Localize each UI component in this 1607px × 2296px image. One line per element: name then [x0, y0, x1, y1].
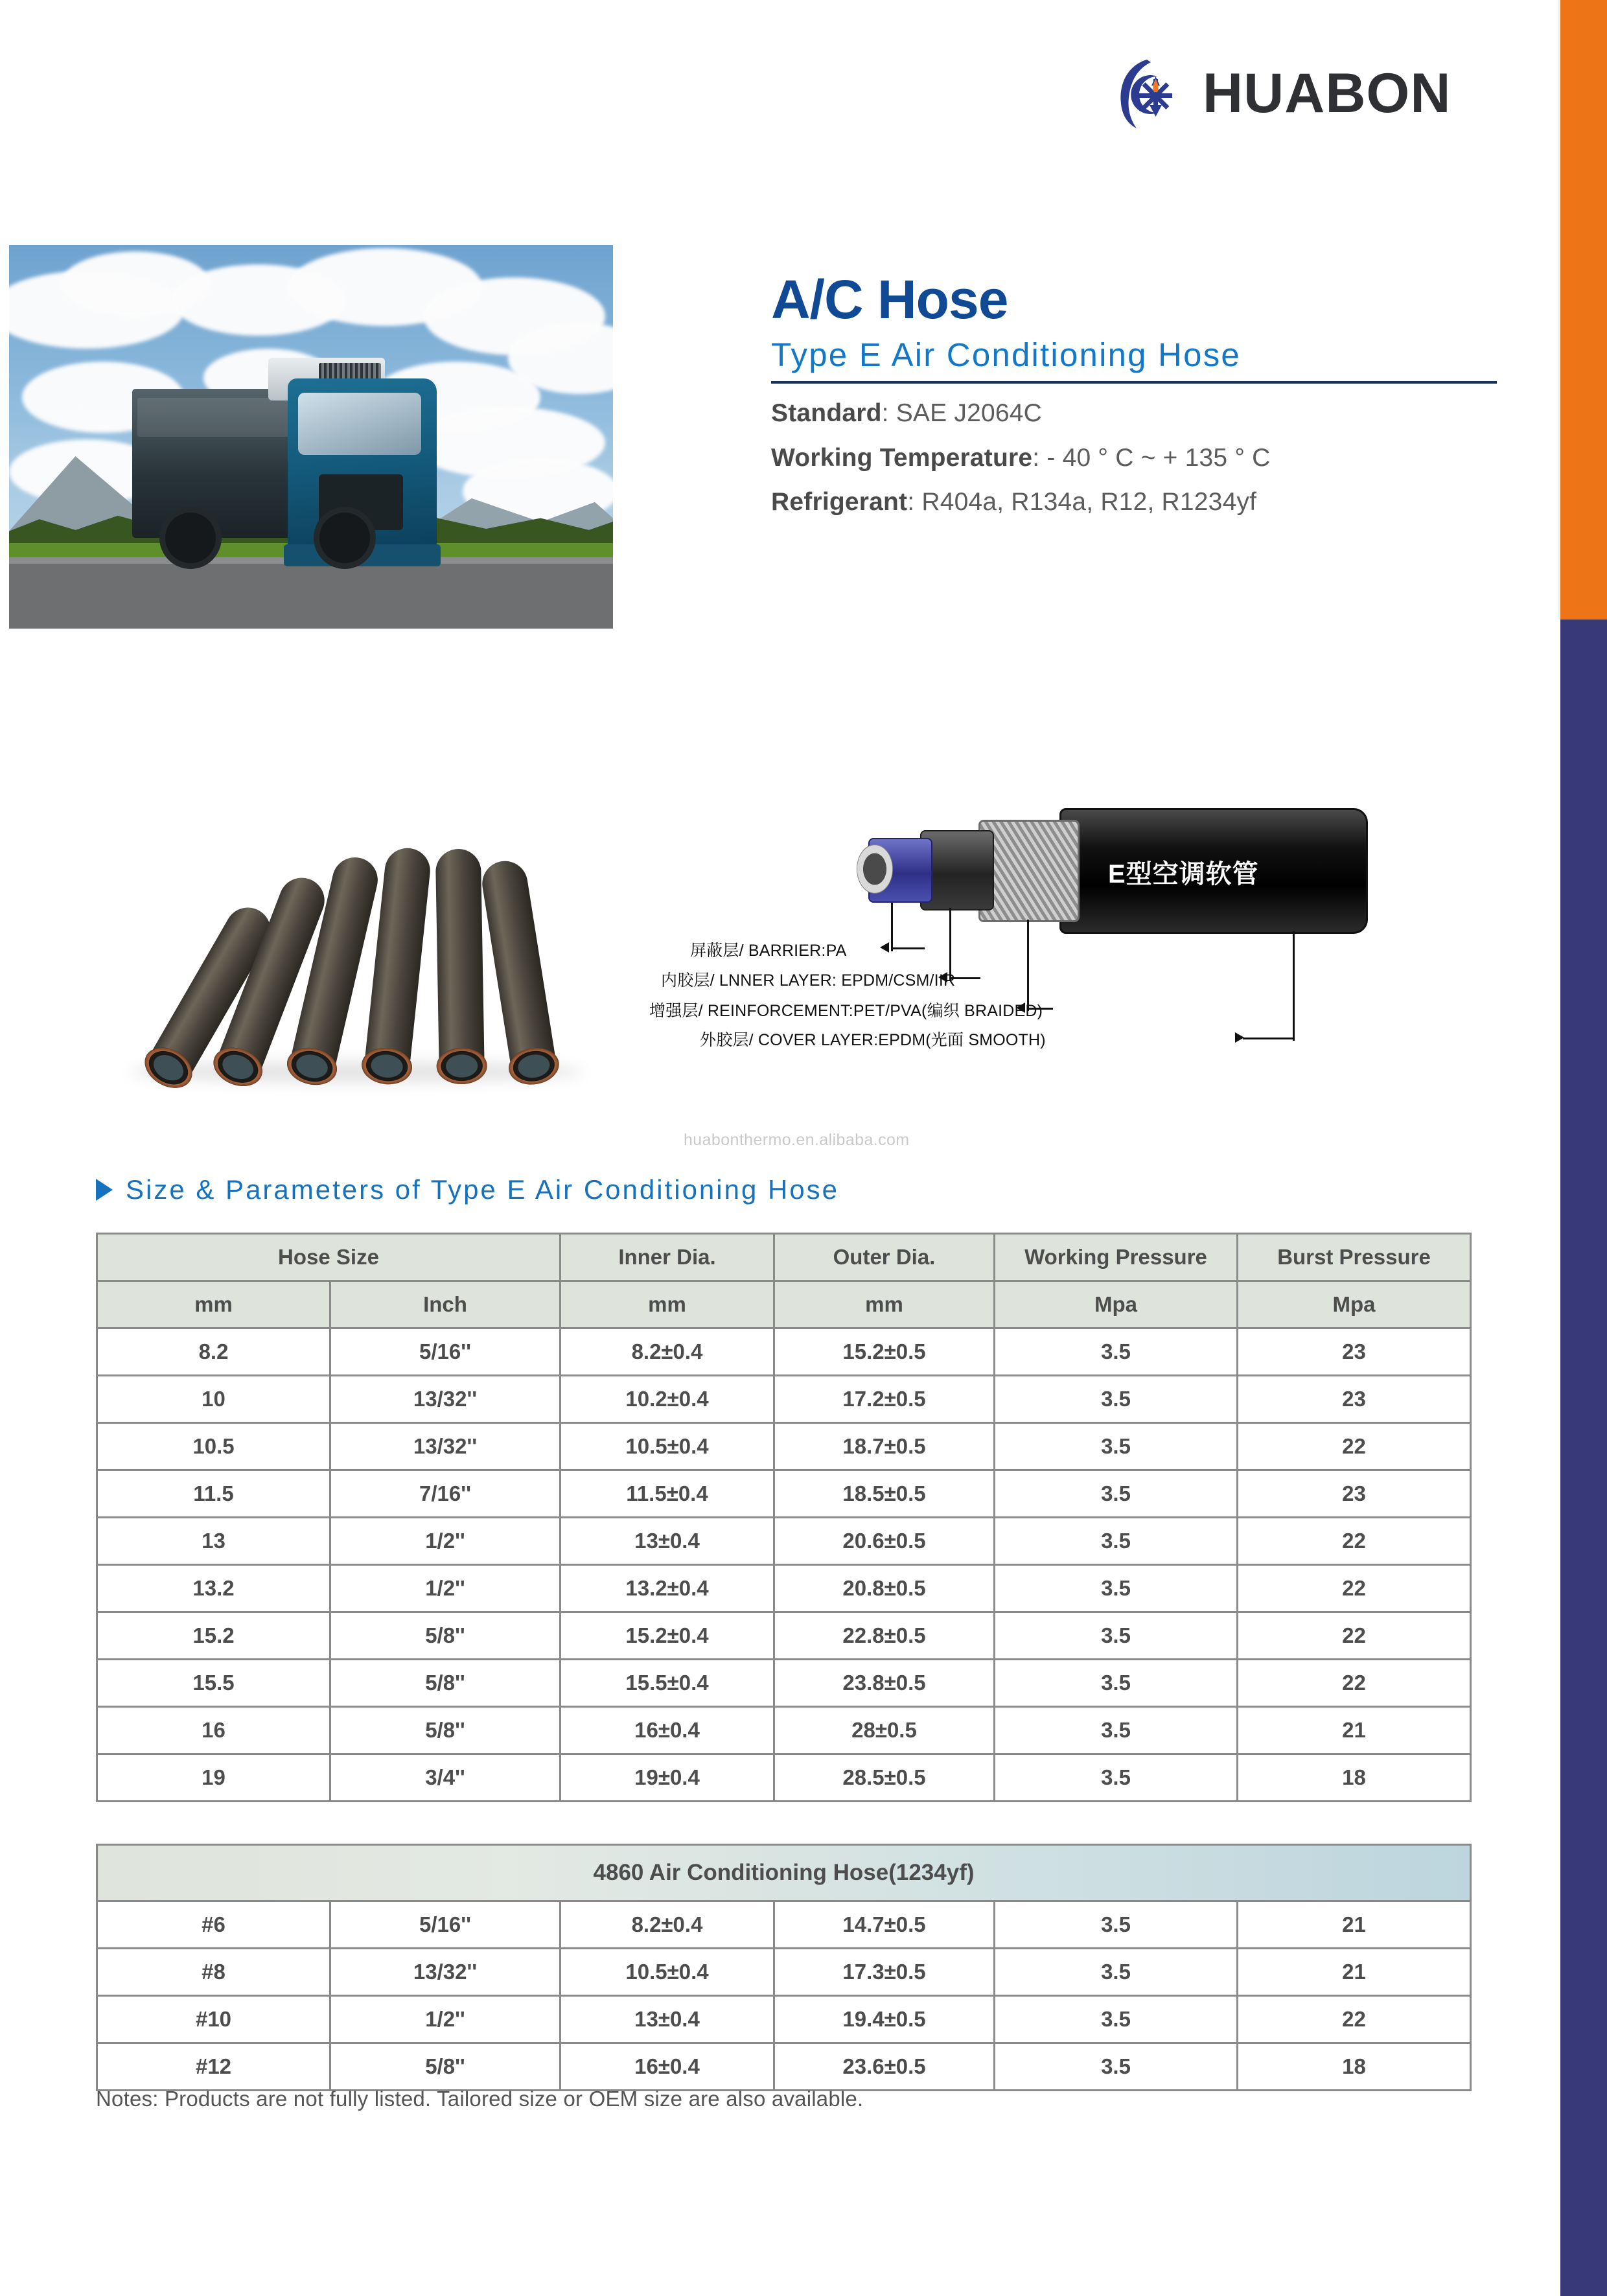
table-row: [97, 1518, 1471, 1565]
table-cell: 28.5±0.5: [774, 1754, 995, 1802]
table-row: [97, 1423, 1471, 1470]
table-cell: 11.5±0.4: [561, 1470, 774, 1518]
table-cell: 13.2±0.4: [561, 1565, 774, 1612]
leader-line-barrier: [891, 903, 893, 951]
table-cell: 1/2'': [330, 1518, 561, 1565]
hose-1234yf-table: [96, 1844, 1472, 2091]
unit-header-mm-inner: mm: [561, 1281, 774, 1328]
table-cell: 15.2±0.4: [561, 1612, 774, 1660]
table-cell: 10.2±0.4: [561, 1376, 774, 1423]
callout-reinforcement: 增强层/ REINFORCEMENT:PET/PVA(编织 BRAIDED): [649, 1002, 1043, 1020]
table-cell: 18.7±0.5: [774, 1423, 995, 1470]
spec-standard-value: SAE J2064C: [896, 399, 1043, 427]
hero-title-block: [771, 269, 1497, 517]
table-cell: 17.3±0.5: [774, 1949, 995, 1996]
table-cell: 3.5: [995, 1518, 1238, 1565]
table-cell: 19±0.4: [561, 1754, 774, 1802]
table-cell: 21: [1238, 1901, 1471, 1949]
table-cell: 3.5: [995, 1565, 1238, 1612]
spec-standard: Standard: SAE J2064C: [771, 399, 1043, 427]
site-watermark: huabonthermo.en.alibaba.com: [684, 1131, 910, 1149]
table-cell: 3.5: [995, 1660, 1238, 1707]
table-unit-header-row: [97, 1281, 1471, 1328]
table-cell: 8.2±0.4: [561, 1901, 774, 1949]
table-cell: 15.2±0.5: [774, 1328, 995, 1376]
edge-bar-navy: [1560, 620, 1607, 2296]
table-cell: 18: [1238, 1754, 1471, 1802]
table-cell: 1/2'': [330, 1565, 561, 1612]
table-row: [97, 2043, 1471, 2091]
table-row: [97, 1328, 1471, 1376]
leader-line-cover: [1293, 931, 1295, 1041]
unit-header-mm-size: mm: [97, 1281, 330, 1328]
table-cell: #12: [97, 2043, 330, 2091]
spec-standard-label: Standard: [771, 399, 882, 427]
table-cell: 17.2±0.5: [774, 1376, 995, 1423]
table-cell: 3.5: [995, 1901, 1238, 1949]
section-heading: [96, 1174, 839, 1205]
table-row: [97, 1565, 1471, 1612]
callout-cover-layer: 外胶层/ COVER LAYER:EPDM(光面 SMOOTH): [700, 1031, 1046, 1049]
hose-cross-section-diagram: [649, 794, 1477, 1066]
table-cell: 13.2: [97, 1565, 330, 1612]
edge-bar-seam: [1558, 0, 1560, 620]
page-title: A/C Hose: [771, 269, 1008, 330]
table-cell: 5/16'': [330, 1901, 561, 1949]
table-cell: 23: [1238, 1470, 1471, 1518]
table-notes: Notes: Products are not fully listed. Tailored size or OEM size are also available.: [96, 2087, 864, 2111]
arrow-cover-icon: [1235, 1032, 1244, 1043]
table-cell: 19.4±0.5: [774, 1996, 995, 2043]
table-cell: 16±0.4: [561, 2043, 774, 2091]
table-yf-title: 4860 Air Conditioning Hose(1234yf): [97, 1845, 1471, 1901]
table-cell: 5/16'': [330, 1328, 561, 1376]
hose-parameters-table: [96, 1233, 1472, 1802]
table-cell: 5/8'': [330, 1707, 561, 1754]
table-cell: 15.2: [97, 1612, 330, 1660]
spec-refrigerant-value: R404a, R134a, R12, R1234yf: [921, 488, 1257, 516]
table-cell: 3.5: [995, 1612, 1238, 1660]
table-cell: 13/32'': [330, 1949, 561, 1996]
table-cell: 15.5±0.4: [561, 1660, 774, 1707]
table-cell: 22: [1238, 1660, 1471, 1707]
hose-ends-photo: [117, 774, 609, 1079]
page-subtitle: Type E Air Conditioning Hose: [771, 336, 1241, 373]
col-header-hose-size: Hose Size: [97, 1234, 561, 1281]
col-header-outer-dia: Outer Dia.: [774, 1234, 995, 1281]
table-cell: 3.5: [995, 1949, 1238, 1996]
table-cell: 11.5: [97, 1470, 330, 1518]
table-cell: 18: [1238, 2043, 1471, 2091]
table-cell: 3/4'': [330, 1754, 561, 1802]
table-cell: 16: [97, 1707, 330, 1754]
table-cell: 5/8'': [330, 1660, 561, 1707]
triangle-right-icon: [96, 1179, 113, 1201]
table-cell: 13/32'': [330, 1423, 561, 1470]
table-cell: #8: [97, 1949, 330, 1996]
spec-working-temperature: Working Temperature: - 40 ° C ~ + 135 ° C: [771, 443, 1271, 472]
table-cell: 3.5: [995, 1328, 1238, 1376]
table-row: [97, 1470, 1471, 1518]
table-row: [97, 1612, 1471, 1660]
table-cell: #10: [97, 1996, 330, 2043]
table-row: [97, 1660, 1471, 1707]
table-cell: 15.5: [97, 1660, 330, 1707]
table-cell: 22: [1238, 1565, 1471, 1612]
table-cell: 3.5: [995, 1996, 1238, 2043]
refrigerated-truck-photo: [9, 245, 613, 629]
table-cell: 3.5: [995, 1707, 1238, 1754]
table-cell: 18.5±0.5: [774, 1470, 995, 1518]
table-cell: 23.6±0.5: [774, 2043, 995, 2091]
col-header-inner-dia: Inner Dia.: [561, 1234, 774, 1281]
table-cell: 3.5: [995, 1470, 1238, 1518]
table-cell: 10.5±0.4: [561, 1949, 774, 1996]
table-cell: 14.7±0.5: [774, 1901, 995, 1949]
huabon-snowflake-arc-logo-icon: [1115, 57, 1186, 130]
table-cell: 20.6±0.5: [774, 1518, 995, 1565]
table-cell: 22: [1238, 1423, 1471, 1470]
unit-header-mm-outer: mm: [774, 1281, 995, 1328]
table-cell: 22: [1238, 1518, 1471, 1565]
table-cell: 13±0.4: [561, 1996, 774, 2043]
col-header-burst-pressure: Burst Pressure: [1238, 1234, 1471, 1281]
edge-bar-orange: [1560, 0, 1607, 620]
leader-line-cover-h: [1243, 1038, 1295, 1039]
table-cell: 13: [97, 1518, 330, 1565]
table-cell: 13/32'': [330, 1376, 561, 1423]
brand-name: HUABON: [1203, 62, 1451, 124]
section-heading-label: Size & Parameters of Type E Air Conditioning Hose: [126, 1174, 840, 1205]
table-cell: 23: [1238, 1328, 1471, 1376]
callout-inner-layer: 内胶层/ LNNER LAYER: EPDM/CSM/IIR: [661, 971, 956, 990]
table-group-header-row: [97, 1234, 1471, 1281]
table-cell: 22: [1238, 1996, 1471, 2043]
table-cell: 3.5: [995, 2043, 1238, 2091]
spec-refrigerant: Refrigerant: R404a, R134a, R12, R1234yf: [771, 488, 1257, 516]
table-row: [97, 1754, 1471, 1802]
table-cell: 23.8±0.5: [774, 1660, 995, 1707]
table-row: [97, 1707, 1471, 1754]
table-cell: 21: [1238, 1707, 1471, 1754]
table-row: [97, 1901, 1471, 1949]
col-header-working-pressure: Working Pressure: [995, 1234, 1238, 1281]
spec-working-temperature-label: Working Temperature: [771, 443, 1033, 472]
unit-header-inch: Inch: [330, 1281, 561, 1328]
table-cell: 5/8'': [330, 2043, 561, 2091]
table-cell: 10.5±0.4: [561, 1423, 774, 1470]
hose-bore-graphic: [857, 844, 893, 894]
unit-header-mpa-burst: Mpa: [1238, 1281, 1471, 1328]
title-divider: [771, 381, 1497, 384]
unit-header-mpa-working: Mpa: [995, 1281, 1238, 1328]
table-cell: 22: [1238, 1612, 1471, 1660]
table-cell: 23: [1238, 1376, 1471, 1423]
table-row: [97, 1996, 1471, 2043]
table-cell: 8.2: [97, 1328, 330, 1376]
table-cell: 10.5: [97, 1423, 330, 1470]
hose-type-label: E型空调软管: [1108, 860, 1259, 888]
table-cell: 8.2±0.4: [561, 1328, 774, 1376]
table-cell: 19: [97, 1754, 330, 1802]
table-cell: 1/2'': [330, 1996, 561, 2043]
leader-line-reinforcement: [1027, 920, 1029, 1011]
callout-barrier: 屏蔽层/ BARRIER:PA: [690, 942, 847, 960]
table-cell: 3.5: [995, 1423, 1238, 1470]
table-cell: 21: [1238, 1949, 1471, 1996]
leader-line-barrier-h: [891, 947, 925, 949]
table-cell: 10: [97, 1376, 330, 1423]
table-cell: 7/16'': [330, 1470, 561, 1518]
table-cell: #6: [97, 1901, 330, 1949]
spec-refrigerant-label: Refrigerant: [771, 488, 908, 516]
arrow-barrier-icon: [880, 942, 889, 953]
table-cell: 13±0.4: [561, 1518, 774, 1565]
table-cell: 16±0.4: [561, 1707, 774, 1754]
table-cell: 3.5: [995, 1754, 1238, 1802]
spec-working-temperature-value: - 40 ° C ~ + 135 ° C: [1046, 443, 1271, 472]
brand-logo: [1115, 57, 1451, 130]
table-cell: 28±0.5: [774, 1707, 995, 1754]
table-yf-title-row: [97, 1845, 1471, 1901]
table-cell: 5/8'': [330, 1612, 561, 1660]
table-row: [97, 1376, 1471, 1423]
table-cell: 20.8±0.5: [774, 1565, 995, 1612]
table-cell: 3.5: [995, 1376, 1238, 1423]
table-row: [97, 1949, 1471, 1996]
table-cell: 22.8±0.5: [774, 1612, 995, 1660]
